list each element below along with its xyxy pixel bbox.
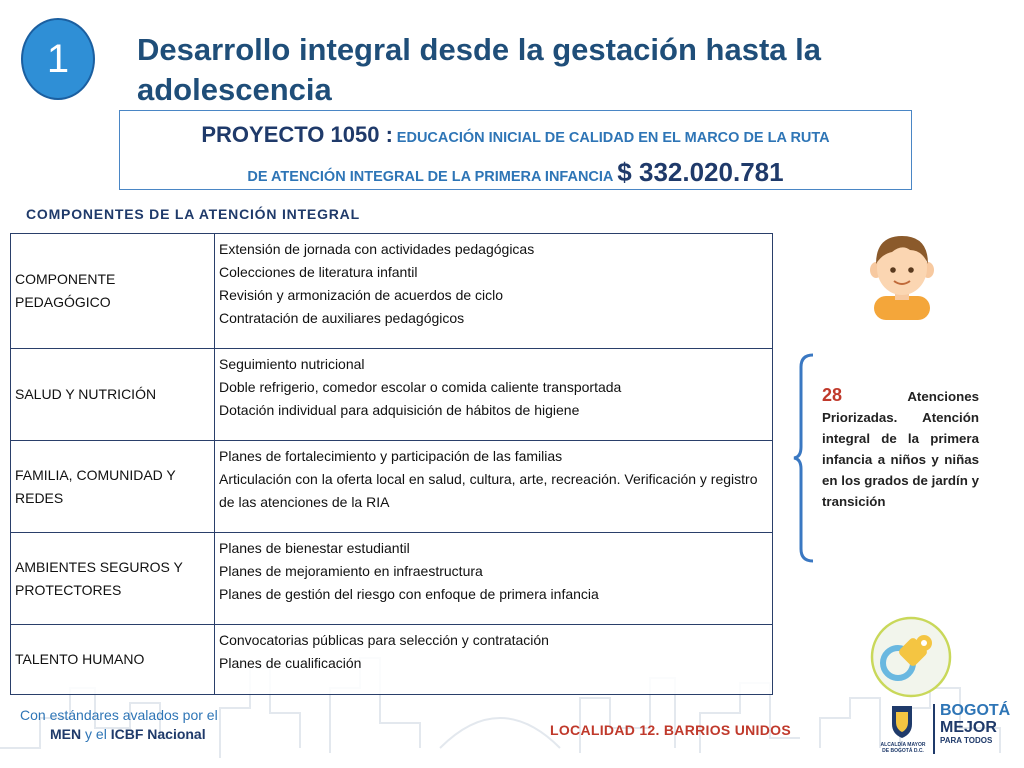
footer-line1: Con estándares avalados por el — [20, 707, 218, 723]
alcaldia-line2: DE BOGOTÁ D.C. — [882, 748, 924, 754]
list-item: Planes de fortalecimiento y participación de las familias — [219, 448, 563, 464]
bogota-word: BOGOTÁ — [940, 702, 1011, 719]
localidad-label: LOCALIDAD 12. BARRIOS UNIDOS — [550, 722, 791, 738]
list-item: Planes de bienestar estudiantil — [219, 540, 410, 556]
components-heading: COMPONENTES DE LA ATENCIÓN INTEGRAL — [26, 206, 360, 222]
project-desc-line2: DE ATENCIÓN INTEGRAL DE LA PRIMERA INFANCIA — [247, 169, 614, 185]
component-items — [215, 234, 773, 349]
component-name: TALENTO HUMANO — [11, 625, 215, 695]
project-amount: $ 332.020.781 — [617, 157, 784, 187]
component-name: SALUD Y NUTRICIÓN — [11, 349, 215, 441]
list-item: Convocatorias públicas para selección y contratación — [219, 632, 549, 648]
project-label: PROYECTO 1050 : — [201, 122, 393, 147]
component-items — [215, 349, 773, 441]
table-row — [11, 441, 773, 533]
list-item: Doble refrigerio, comedor escolar o comida caliente transportada — [219, 379, 622, 395]
list-item: Revisión y armonización de acuerdos de ciclo — [219, 287, 504, 303]
attention-description: Atención integral de la primera infancia a niños y niñas en los grados de jardín y transición — [822, 410, 979, 509]
project-desc-line1: EDUCACIÓN INICIAL DE CALIDAD EN EL MARCO DE LA RUTA — [396, 130, 830, 146]
list-item: Planes de gestión del riesgo con enfoque de primera infancia — [219, 586, 599, 602]
slide-number-badge — [21, 18, 95, 100]
logos-block — [878, 700, 1018, 760]
attention-number: 28 — [822, 385, 843, 405]
list-item: Seguimiento nutricional — [219, 356, 365, 372]
components-table — [10, 233, 773, 695]
component-name: FAMILIA, COMUNIDAD Y REDES — [11, 441, 215, 533]
attention-summary — [822, 385, 979, 512]
footer-men: MEN — [50, 726, 82, 742]
child-avatar-icon — [862, 228, 942, 320]
table-row — [11, 234, 773, 349]
pacifier-icon — [870, 615, 952, 699]
list-item: Planes de mejoramiento en infraestructura — [219, 563, 483, 579]
bogota-shield-icon — [878, 702, 926, 742]
list-item: Colecciones de literatura infantil — [219, 264, 418, 280]
footer-icbf: ICBF Nacional — [110, 726, 206, 742]
alcaldia-line1: ALCALDÍA MAYOR — [880, 742, 926, 748]
attention-label: Atenciones Priorizadas. — [822, 389, 979, 425]
component-items — [215, 625, 773, 695]
component-items — [215, 441, 773, 533]
table-row — [11, 349, 773, 441]
mejor-word: MEJOR — [940, 719, 997, 736]
list-item: Extensión de jornada con actividades pedagógicas — [219, 241, 535, 257]
table-row — [11, 625, 773, 695]
footer-y-el: y el — [85, 726, 107, 742]
curly-bracket — [793, 353, 817, 563]
table-row — [11, 533, 773, 625]
component-items — [215, 533, 773, 625]
project-box — [119, 110, 912, 190]
list-item: Dotación individual para adquisición de hábitos de higiene — [219, 402, 580, 418]
list-item: Contratación de auxiliares pedagógicos — [219, 310, 465, 326]
list-item: Articulación con la oferta local en salud, cultura, arte, recreación. Verificación y registro de las atenciones de la RIA — [219, 471, 758, 510]
component-name: AMBIENTES SEGUROS Y PROTECTORES — [11, 533, 215, 625]
slide-number: 1 — [46, 36, 70, 81]
footer-standards — [20, 706, 218, 744]
component-name: COMPONENTE PEDAGÓGICO — [11, 234, 215, 349]
page-title: Desarrollo integral desde la gestación hasta la adolescencia — [137, 32, 821, 107]
para-todos-word: PARA TODOS — [940, 736, 993, 745]
list-item: Planes de cualificación — [219, 655, 362, 671]
